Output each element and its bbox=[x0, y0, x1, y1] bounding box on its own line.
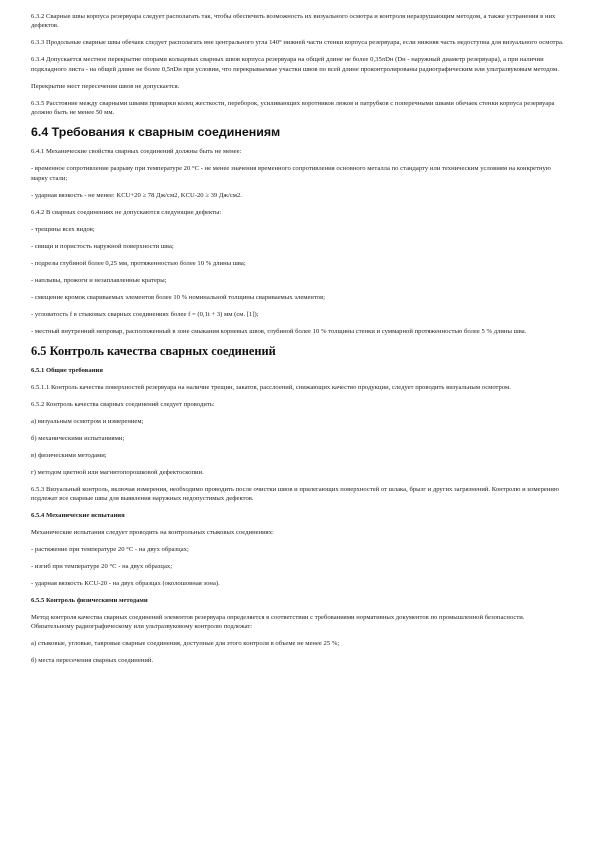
paragraph-6-3-2: 6.3.2 Сварные швы корпуса резервуара следует располагать так, чтобы обеспечить возможность их визуального осмотра и контроля неразрушающим методом, а также устранения в них дефектов. bbox=[31, 13, 556, 30]
list-item: б) механическими испытаниями; bbox=[31, 434, 125, 442]
paragraph-6-5-2: 6.5.2 Контроль качества сварных соединений следует проводить: bbox=[31, 400, 215, 408]
list-item: б) места пересечения сварных соединений. bbox=[31, 657, 154, 665]
list-item: - временное сопротивление разрыву при температуре 20 °С - не менее значения временного сопротивления основного металла по стандарту или техническим условиям на конкретную марку стали; bbox=[31, 165, 551, 182]
paragraph-6-4-1: 6.4.1 Механические свойства сварных соединений должны быть не менее: bbox=[31, 148, 242, 156]
section-heading-6-5: 6.5 Контроль качества сварных соединений bbox=[31, 343, 276, 358]
list-item: - наплывы, прожоги и незаплавленные кратеры; bbox=[31, 276, 167, 284]
list-item: - изгиб при температуре 20 °С - на двух образцах; bbox=[31, 563, 173, 571]
paragraph-6-5-4: Механические испытания следует проводить на контрольных стыковых соединениях: bbox=[31, 529, 274, 537]
list-item: - смещение кромок свариваемых элементов более 10 % номинальной толщины свариваемых элементов; bbox=[31, 293, 326, 301]
paragraph-6-3-3: 6.3.3 Продольные сварные швы обечаек следует располагать вне центрального угла 140° нижней части стенки корпуса резервуара, если нижняя часть недоступна для визуального осмотра. bbox=[31, 39, 564, 47]
list-item: - трещины всех видов; bbox=[31, 225, 95, 233]
paragraph-6-4-2: 6.4.2 В сварных соединениях не допускаются следующие дефекты: bbox=[31, 208, 222, 216]
list-item: - местный внутренний непровар, расположенный в зоне смыкания корневых швов, глубиной более 10 % толщины стенки и суммарной протяженностью более 5 % длины шва. bbox=[31, 327, 527, 335]
list-item: - угловатость f в стыковых сварных соединениях более f = (0,1t + 3) мм (см. [1]); bbox=[31, 310, 259, 318]
paragraph-6-3-4: 6.3.4 Допускается местное перекрытие опорами кольцевых сварных швов корпуса резервуара на общей длине не более 0,35πDн (Dн - наружный диаметр резервуара), а при наличии подкладного листа - на общей длине не более 0,5πDн при условии, что перекрываемые участки швов по всей длине проконтролированы радиографическим или ультразвуковым методом. bbox=[31, 56, 559, 73]
document-page bbox=[31, 12, 564, 673]
list-item: а) стыковые, угловые, тавровые сварные соединения, доступные для этого контроля в объеме не менее 25 %; bbox=[31, 640, 340, 648]
paragraph-6-5-5: Метод контроля качества сварных соединений элементов резервуара определяется в соответствии с требованиями нормативных документов по промышленной безопасности. Обязательному радиографическому или ультразвуковому контролю подлежат: bbox=[31, 614, 525, 631]
paragraph-6-3-5: 6.3.5 Расстояние между сварными швами приварки колец жесткости, переборок, усиливающих воротников люков и патрубков с поперечными швами обечаек стенки корпуса резервуара должно быть не менее 50 мм. bbox=[31, 99, 555, 117]
list-item: - растяжение при температуре 20 °С - на двух образцах; bbox=[31, 546, 189, 554]
subheading-6-5-4: 6.5.4 Механические испытания bbox=[31, 512, 125, 520]
paragraph-6-5-1-1: 6.5.1.1 Контроль качества поверхностей резервуара на наличие трещин, закатов, расслоений, снижающих качество продукции, следует проводить визуальным осмотром. bbox=[31, 383, 511, 391]
paragraph-6-5-3: 6.5.3 Визуальный контроль, включая измерения, необходимо проводить после очистки швов и прилегающих поверхностей от шлака, брызг и других загрязнений. Контролю и измерению подлежат все сварные швы для выявления наружных недопустимых дефектов. bbox=[31, 485, 559, 503]
list-item: - свищи и пористость наружной поверхности шва; bbox=[31, 242, 174, 250]
section-heading-6-4: 6.4 Требования к сварным соединениям bbox=[31, 125, 281, 140]
subheading-6-5-5: 6.5.5 Контроль физическими методами bbox=[31, 597, 148, 605]
list-item: - ударная вязкость KCU-20 - на двух образцах (околошовная зона). bbox=[31, 580, 220, 588]
list-item: - ударная вязкость - не менее: KCU+20 ≥ 78 Дж/см2, KCU-20 ≥ 39 Дж/см2. bbox=[31, 191, 242, 199]
paragraph-6-3-4-note: Перекрытие мест пересечения швов не допускается. bbox=[31, 82, 180, 90]
list-item: - подрезы глубиной более 0,25 мм, протяженностью более 10 % длины шва; bbox=[31, 259, 246, 267]
subheading-6-5-1: 6.5.1 Общие требования bbox=[31, 366, 103, 374]
list-item: в) физическими методами; bbox=[31, 451, 107, 459]
list-item: а) визуальным осмотром и измерением; bbox=[31, 417, 144, 425]
list-item: г) методом цветной или магнитопорошковой дефектоскопии. bbox=[31, 468, 204, 476]
